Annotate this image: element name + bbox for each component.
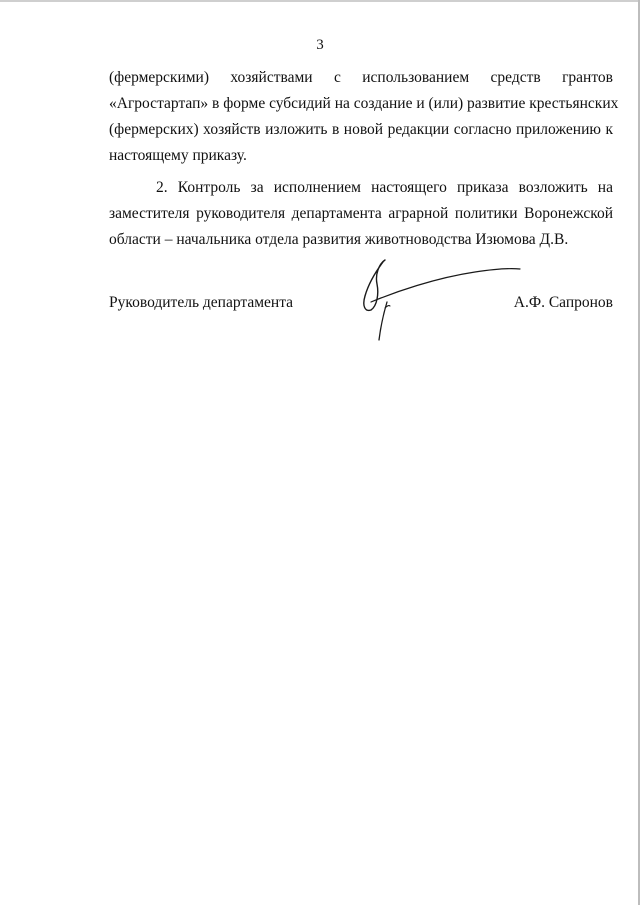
paragraph-1 bbox=[109, 65, 619, 169]
paragraph-2-line-3: области – начальника отдела развития животноводства Изюмова Д.В. bbox=[109, 231, 569, 248]
paragraph-1-line-2: «Агростартап» в форме субсидий на создание и (или) развитие крестьянских bbox=[109, 95, 619, 112]
paragraph-2-line-2: заместителя руководителя департамента аграрной политики Воронежской bbox=[109, 205, 613, 222]
paragraph-2 bbox=[109, 175, 613, 253]
paragraph-2-line-1: 2. Контроль за исполнением настоящего приказа возложить на bbox=[156, 179, 613, 196]
handwritten-signature bbox=[355, 256, 525, 344]
signatory-title: Руководитель департамента bbox=[109, 294, 294, 311]
document-body bbox=[109, 65, 619, 253]
signatory-name: А.Ф. Сапронов bbox=[513, 294, 613, 311]
paragraph-1-line-1: (фермерскими) хозяйствами с использованием средств грантов bbox=[109, 69, 613, 86]
paragraph-1-line-3: (фермерских) хозяйств изложить в новой редакции согласно приложению к bbox=[109, 121, 613, 138]
paragraph-1-line-4: настоящему приказу. bbox=[109, 147, 247, 164]
page-edge-top bbox=[0, 0, 640, 2]
page-number: 3 bbox=[316, 37, 324, 53]
